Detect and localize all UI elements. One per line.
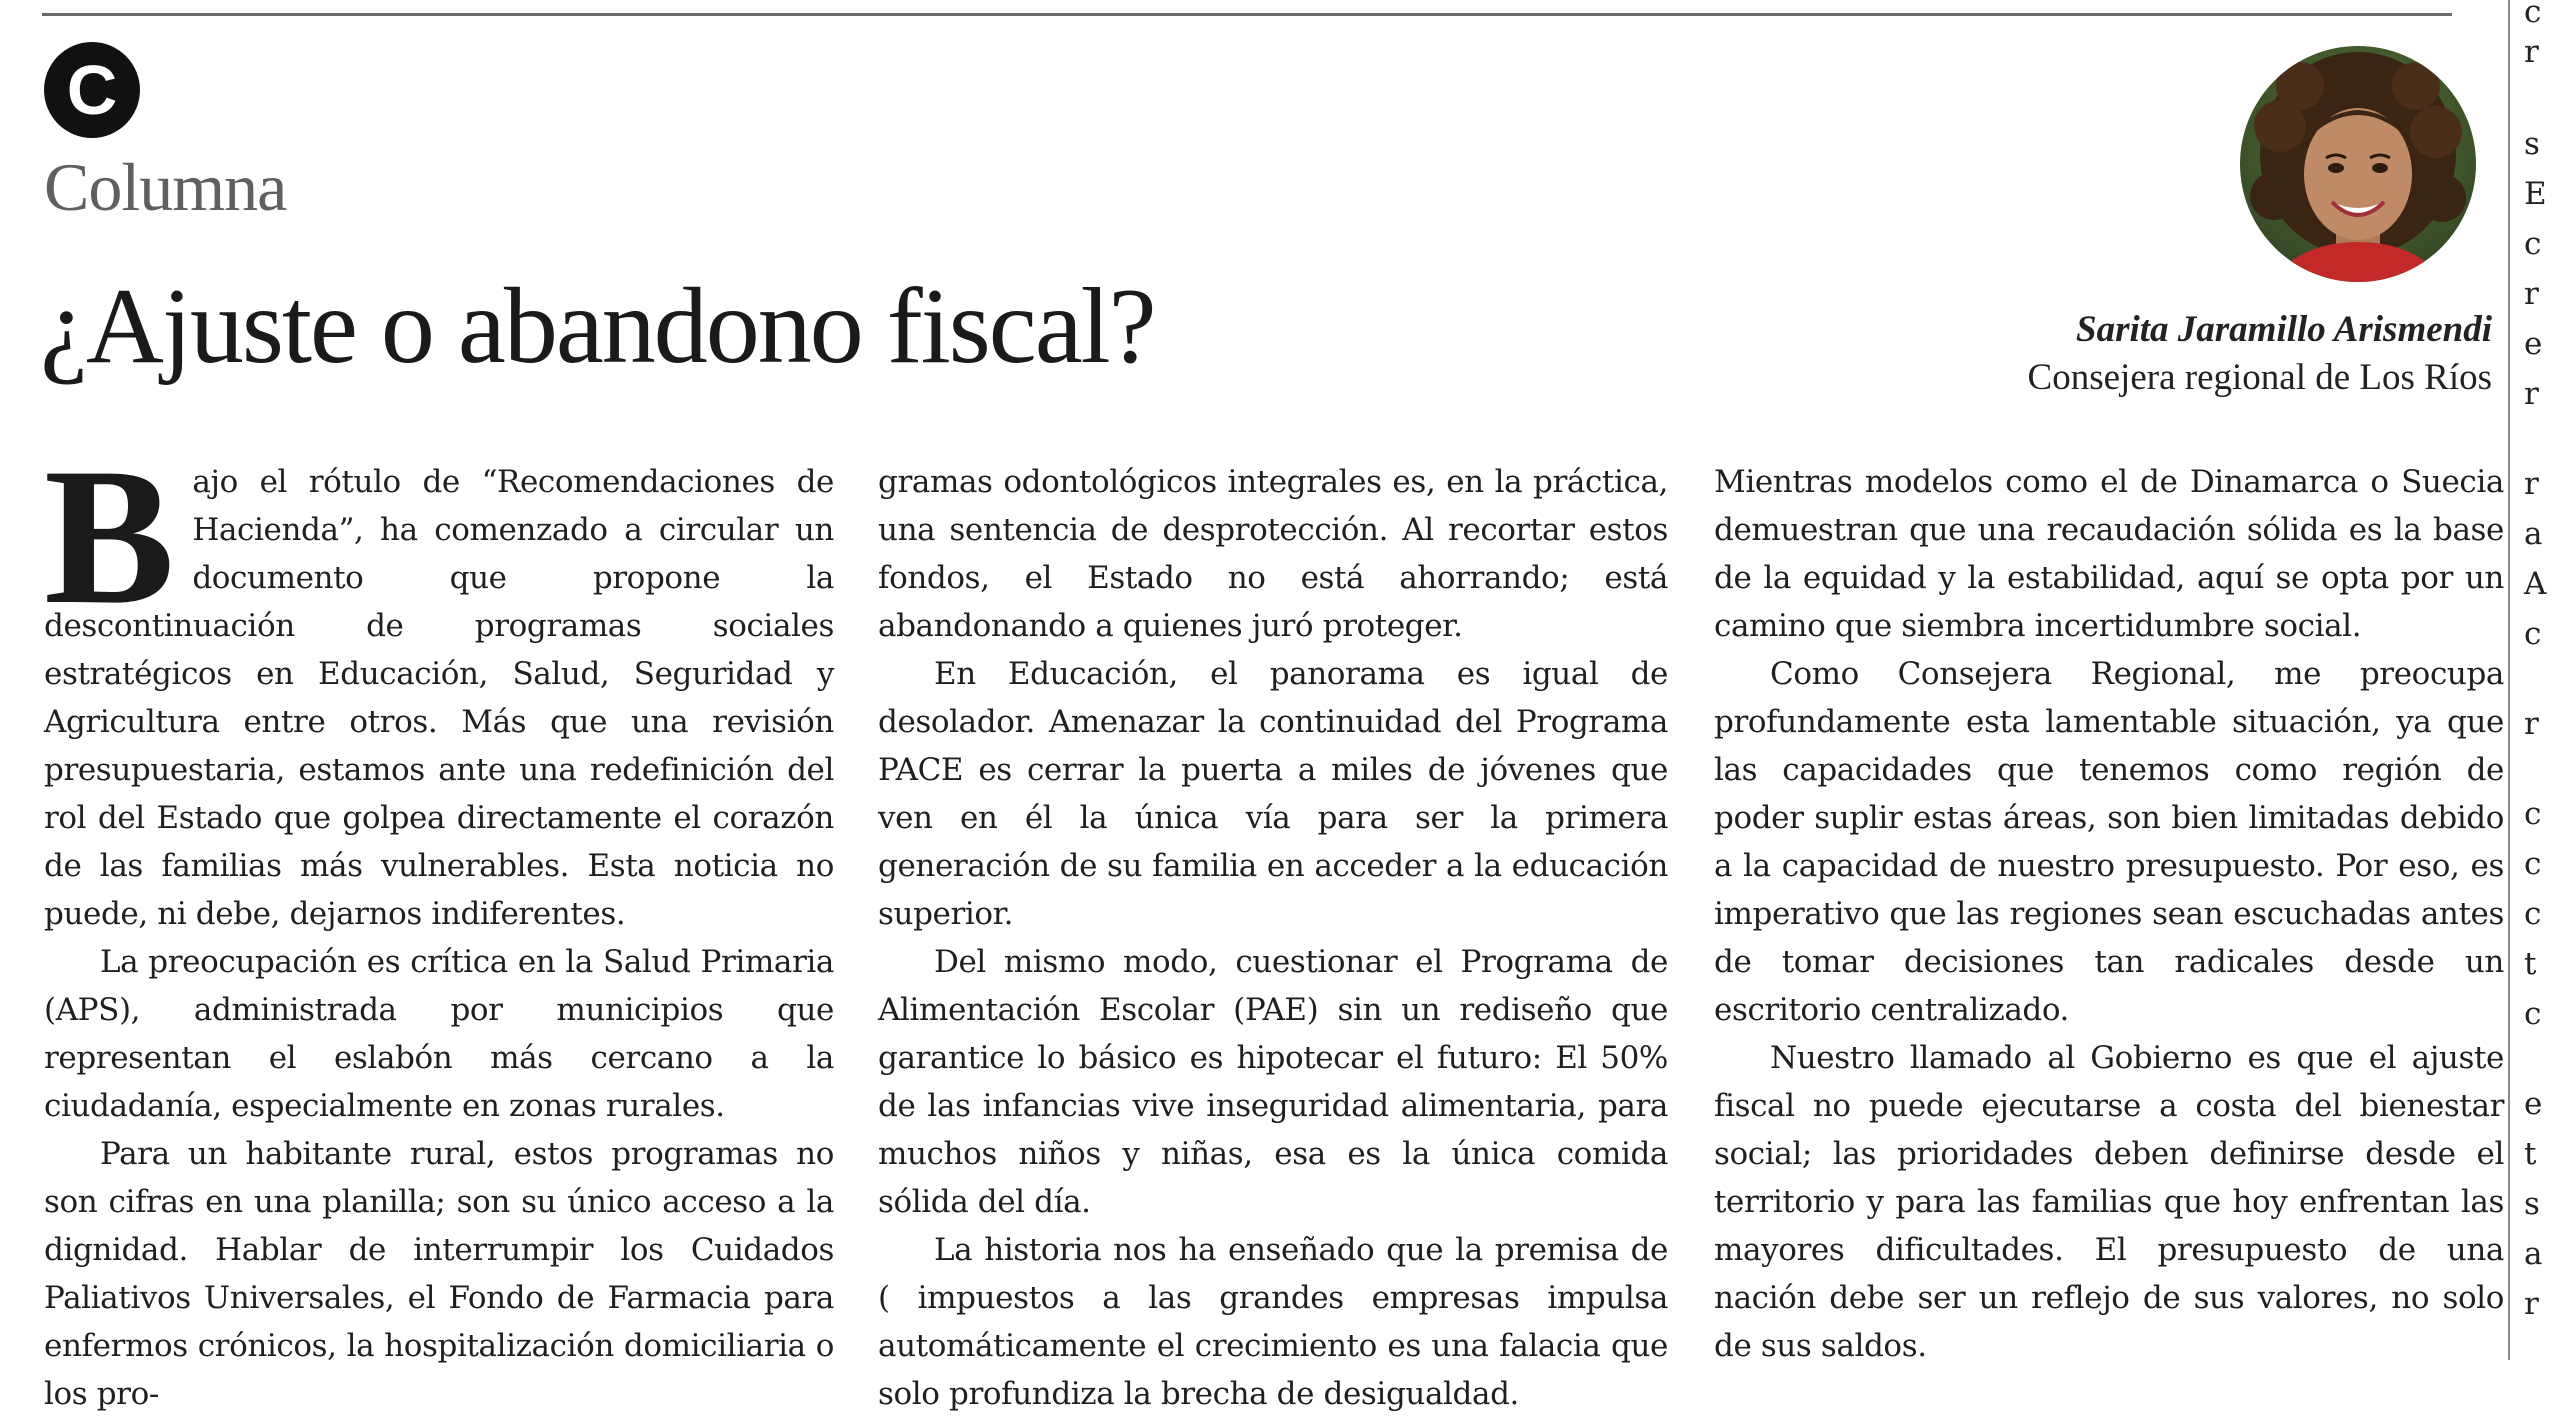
author-name: Sarita Jaramillo Arismendi <box>2076 309 2492 350</box>
edge-letter: c <box>2524 796 2542 832</box>
paragraph: Como Consejera Regional, me preocupa profundamente esta lamentable situación, ya que las capacidades que tenemos como región de poder suplir estas áreas, son bien limitadas debido a la capacidad de nuestro presupuesto. Por eso, es imperativo que las regiones sean escuchadas antes de tomar decisiones tan radicales desde un escritorio centralizado. <box>1714 656 2504 1028</box>
paragraph: Nuestro llamado al Gobierno es que el ajuste fiscal no puede ejecutarse a costa del bienestar social; las prioridades deben definirse desde el territorio y para las familias que hoy enfrentan las mayores dificultades. El presupuesto de una nación debe ser un reflejo de sus valores, no solo de sus saldos. <box>1714 1040 2504 1364</box>
paragraph: Del mismo modo, cuestionar el Programa de Alimentación Escolar (PAE) sin un rediseño que garantice lo básico es hipotecar el futuro: El 50% de las infancias vive inseguridad alimentaria, para muchos niños y niñas, esa es la única comida sólida del día. <box>878 944 1668 1220</box>
edge-letter: c <box>2524 0 2542 30</box>
paragraph <box>44 428 834 938</box>
edge-letter: c <box>2524 896 2542 932</box>
edge-letter: e <box>2524 1086 2543 1122</box>
paragraph-text: ajo el rótulo de “Recomendaciones de Hacienda”, ha comenzado a circular un documento que propone la descontinuación de programas sociales estratégicos en Educación, Salud, Seguridad y Agricultura entre otros. Más que una revisión presupuestaria, estamos ante una redefinición del rol del Estado que golpea directamente el corazón de las familias más vulnerables. Esta noticia no puede, ni debe, dejarnos indiferentes. <box>44 464 834 932</box>
dropcap: B <box>44 428 175 645</box>
edge-letter: r <box>2524 706 2539 742</box>
edge-letter: t <box>2524 946 2537 982</box>
column-divider-rule <box>2508 0 2510 1360</box>
section-badge-icon: C <box>44 42 140 138</box>
section-label: Columna <box>44 149 287 225</box>
article-column-3 <box>1714 458 2504 1370</box>
edge-letter: a <box>2524 1236 2543 1272</box>
edge-letter: r <box>2524 466 2539 502</box>
edge-letter: c <box>2524 226 2542 262</box>
edge-letter: s <box>2524 1186 2540 1222</box>
paragraph: Mientras modelos como el de Dinamarca o Suecia demuestran que una recaudación sólida es la base de la equidad y la estabilidad, aquí se opta por un camino que siembra incertidumbre social. <box>1714 464 2504 644</box>
edge-letter: r <box>2524 34 2539 70</box>
edge-letter: c <box>2524 846 2542 882</box>
paragraph: gramas odontológicos integrales es, en la práctica, una sentencia de desprotección. Al recortar estos fondos, el Estado no está ahorrando; está abandonando a quienes juró proteger. <box>878 464 1668 644</box>
paragraph: La historia nos ha enseñado que la premisa de ( impuestos a las grandes empresas impulsa automáticamente el crecimiento es una falacia que solo profundiza la brecha de desigualdad. <box>878 1232 1668 1412</box>
edge-letter: r <box>2524 1286 2539 1322</box>
edge-letter: A <box>2524 566 2547 602</box>
headline: ¿Ajuste o abandono fiscal? <box>40 267 1155 386</box>
edge-letter: r <box>2524 376 2539 412</box>
edge-letter: t <box>2524 1136 2537 1172</box>
edge-letter: E <box>2524 176 2547 212</box>
edge-letter: s <box>2524 126 2540 162</box>
edge-letter: r <box>2524 276 2539 312</box>
edge-letter: c <box>2524 616 2542 652</box>
edge-letter: e <box>2524 326 2543 362</box>
paragraph: En Educación, el panorama es igual de desolador. Amenazar la continuidad del Programa PACE es cerrar la puerta a miles de jóvenes que ven en él la única vía para ser la primera generación de su familia en acceder a la educación superior. <box>878 656 1668 932</box>
article-column-1 <box>44 428 834 1418</box>
author-photo <box>2240 46 2476 282</box>
edge-letter: a <box>2524 516 2543 552</box>
paragraph: Para un habitante rural, estos programas no son cifras en una planilla; son su único acceso a la dignidad. Hablar de interrumpir los Cuidados Paliativos Universales, el Fondo de Farmacia para enfermos crónicos, la hospitalización domiciliaria o los pro- <box>44 1136 834 1412</box>
top-rule <box>42 13 2452 16</box>
edge-letter: c <box>2524 996 2542 1032</box>
author-role: Consejera regional de Los Ríos <box>2027 357 2492 398</box>
paragraph: La preocupación es crítica en la Salud Primaria (APS), administrada por municipios que representan el eslabón más cercano a la ciudadanía, especialmente en zonas rurales. <box>44 944 834 1124</box>
article-column-2 <box>878 458 1668 1418</box>
